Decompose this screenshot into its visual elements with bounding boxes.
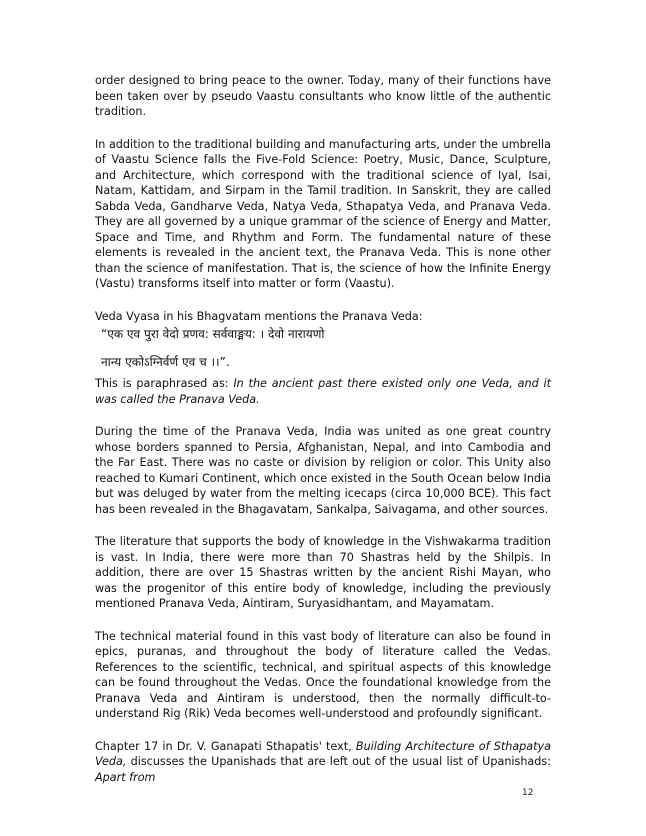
paragraph-2: In addition to the traditional building and manufacturing arts, under the umbrella of Vaastu Science falls the Five-Fold Science: Poetry, Music, Dance, Sculpture, and Architecture, which correspond with the traditional science of Iyal, Isai, Natam, Kattidam, and Sirpam in the Tamil tradition. In Sanskrit, they are called Sabda Veda, Gandharve Veda, Natya Veda, Sthapatya Veda, and Pranava Veda. They are all governed by a unique grammar of the science of Energy and Matter, Space and Time, and Rhythm and Form. The fundamental nature of these elements is revealed in the ancient text, the Pranava Veda. This is none other than the science of manifestation. That is, the science of how the Infinite Energy (Vastu) transforms itself into matter or form (Vaastu). [95,137,552,290]
paragraph-6: The literature that supports the body of knowledge in the Vishwakarma tradition is vast. In India, there were more than 70 Shastras held by the Shilpis. In addition, there are over 15 Shastras written by the ancient Rishi Mayan, who was the progenitor of this entire body of knowledge, including the previously mentioned Pranava Veda, Aintiram, Suryasidhantam, and Mayamatam. [95,535,551,610]
p8-text-c: discusses the Upanishads that are left out of the usual list of Upanishads: [126,755,551,768]
paraphrase-italic: In the ancient past there existed only one Veda, and it was called the Pranava Veda. [95,377,551,406]
paragraph-8 [95,739,551,786]
p8-italic-d: Apart from [95,770,156,784]
sanskrit-verse-line-2: नान्य एकोऽग्निर्वर्ण एव च ।।”. [101,355,230,369]
paraphrase-prefix: This is paraphrased as: [95,377,234,390]
paragraph-3: Veda Vyasa in his Bhagvatam mentions the Pranava Veda: [95,309,423,323]
paragraph-5: During the time of the Pranava Veda, India was united as one great country whose borders spanned to Persia, Afghanistan, Nepal, and into Cambodia and the Far East. There was no caste or division by religion or color. This Unity also reached to Kumari Continent, which once existed in the South Ocean below India but was deluged by water from the melting icecaps (circa 10,000 BCE). This fact has been revealed in the Bhagavatam, Sankalpa, Saivagama, and other sources. [95,425,551,516]
page-number: 12 [522,788,534,798]
paragraph-1: order designed to bring peace to the owner. Today, many of their functions have been taken over by pseudo Vaastu consultants who know little of the authentic tradition. [95,74,551,118]
paragraph-4 [95,376,551,407]
book-title: Building Architecture of Sthapatya Veda, [95,739,551,768]
sanskrit-verse-line-1: “एक एव पुरा वेदो प्रणव: सर्ववाङ्मय: । देवो नारायणो [101,327,325,341]
document-page [95,73,551,802]
paragraph-7: The technical material found in this vast body of literature can also be found in epics, puranas, and throughout the body of literature called the Vedas. References to the scientific, technical, and spiritual aspects of this knowledge can be found throughout the Vedas. Once the foundational knowledge from the Pranava Veda and Aintiram is understood, then the normally difficult-to-understand Rig (Rik) Veda becomes well-understood and profoundly significant. [95,629,551,720]
p8-text-a: Chapter 17 in Dr. V. Ganapati Sthapatis' text, [95,739,356,753]
